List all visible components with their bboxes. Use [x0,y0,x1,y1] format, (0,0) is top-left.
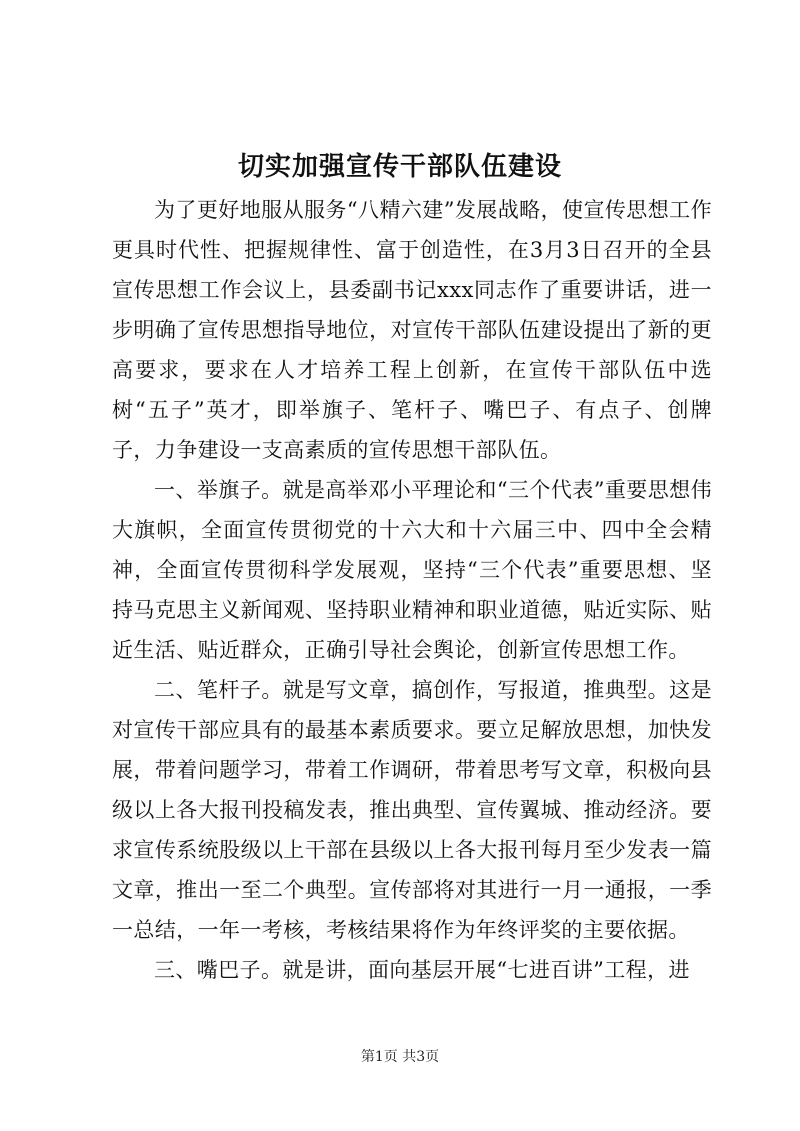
document-title: 切实加强宣传干部队伍建设 [237,152,562,182]
page-number: 第1页 共3页 [360,1049,440,1065]
document-body [112,190,712,990]
paragraph-section-1: 一、举旗子。就是高举邓小平理论和“三个代表”重要思想伟大旗帜，全面宣传贯彻党的十六大和十六届三中、四中全会精神，全面宣传贯彻科学发展观，坚持“三个代表”重要思想、坚持马克思主义新闻观、坚持职业精神和职业道德，贴近实际、贴近生活、贴近群众，正确引导社会舆论，创新宣传思想工作。 [112,478,712,662]
paragraph-section-3: 三、嘴巴子。就是讲，面向基层开展“七进百讲”工程，进 [154,958,690,982]
paragraph-section-2: 二、笔杆子。就是写文章，搞创作，写报道，推典型。这是对宣传干部应具有的最基本素质要求。要立足解放思想，加快发展，带着问题学习，带着工作调研，带着思考写文章，积极向县级以上各大报刊投稿发表，推出典型、宣传翼城、推动经济。要求宣传系统股级以上干部在县级以上各大报刊每月至少发表一篇文章，推出一至二个典型。宣传部将对其进行一月一通报，一季一总结，一年一考核，考核结果将作为年终评奖的主要依据。 [112,678,712,942]
paragraph-intro: 为了更好地服从服务“八精六建”发展战略，使宣传思想工作更具时代性、把握规律性、富于创造性，在3月3日召开的全县宣传思想工作会议上，县委副书记xxx同志作了重要讲话，进一步明确了宣传思想指导地位，对宣传干部队伍建设提出了新的更高要求，要求在人才培养工程上创新，在宣传干部队伍中选树“五子”英才，即举旗子、笔杆子、嘴巴子、有点子、创牌子，力争建设一支高素质的宣传思想干部队伍。 [112,198,712,462]
